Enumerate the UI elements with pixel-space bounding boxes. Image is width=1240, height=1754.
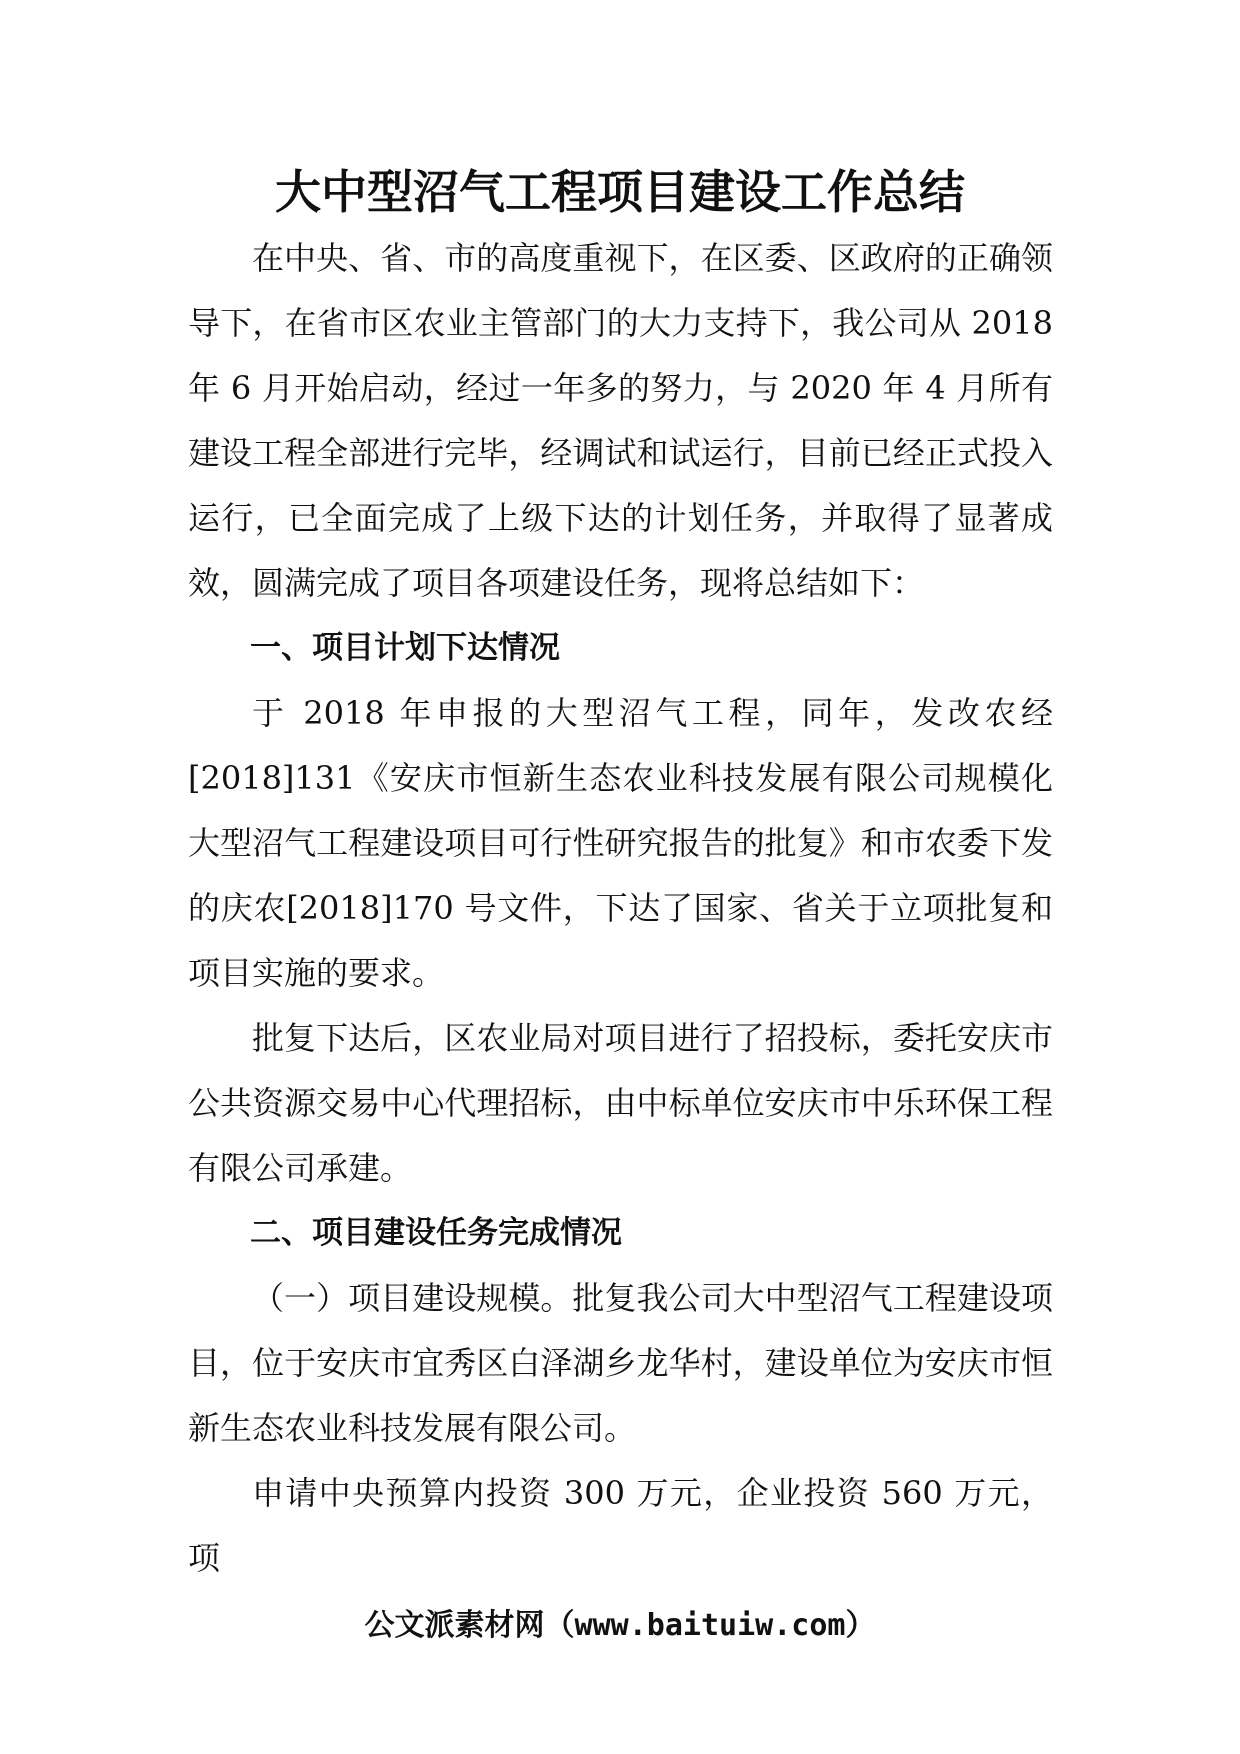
paragraph-investment: 申请中央预算内投资 300 万元，企业投资 560 万元，项 — [188, 1474, 1053, 1577]
section-heading-2: 二、项目建设任务完成情况 — [250, 1215, 622, 1251]
paragraph-bidding: 批复下达后，区农业局对项目进行了招投标，委托安庆市公共资源交易中心代理招标，由中标单位安庆市中乐环保工程有限公司承建。 — [188, 1019, 1053, 1187]
section-heading-1: 一、项目计划下达情况 — [250, 630, 560, 666]
document-title: 大中型沼气工程项目建设工作总结 — [275, 165, 965, 219]
paragraph-intro: 在中央、省、市的高度重视下，在区委、区政府的正确领导下，在省市区农业主管部门的大力支持下，我公司从 2018 年 6 月开始启动，经过一年多的努力，与 2020 年 4 月所有建设工程全部进行完毕，经调试和试运行，目前已经正式投入运行，已全面完成了上级下达的计划任务，并取得了显著成效，圆满完成了项目各项建设任务，现将总结如下： — [188, 239, 1053, 602]
document-body — [188, 226, 1053, 1591]
footer-watermark: 公文派素材网（www.baituiw.com） — [364, 1608, 876, 1643]
paragraph-scale: （一）项目建设规模。批复我公司大中型沼气工程建设项目，位于安庆市宜秀区白泽湖乡龙华村，建设单位为安庆市恒新生态农业科技发展有限公司。 — [188, 1279, 1053, 1447]
paragraph-plan: 于 2018 年申报的大型沼气工程，同年，发改农经 [2018]131《安庆市恒新生态农业科技发展有限公司规模化大型沼气工程建设项目可行性研究报告的批复》和市农委下发的庆农[2018]170 号文件，下达了国家、省关于立项批复和项目实施的要求。 — [188, 694, 1053, 992]
